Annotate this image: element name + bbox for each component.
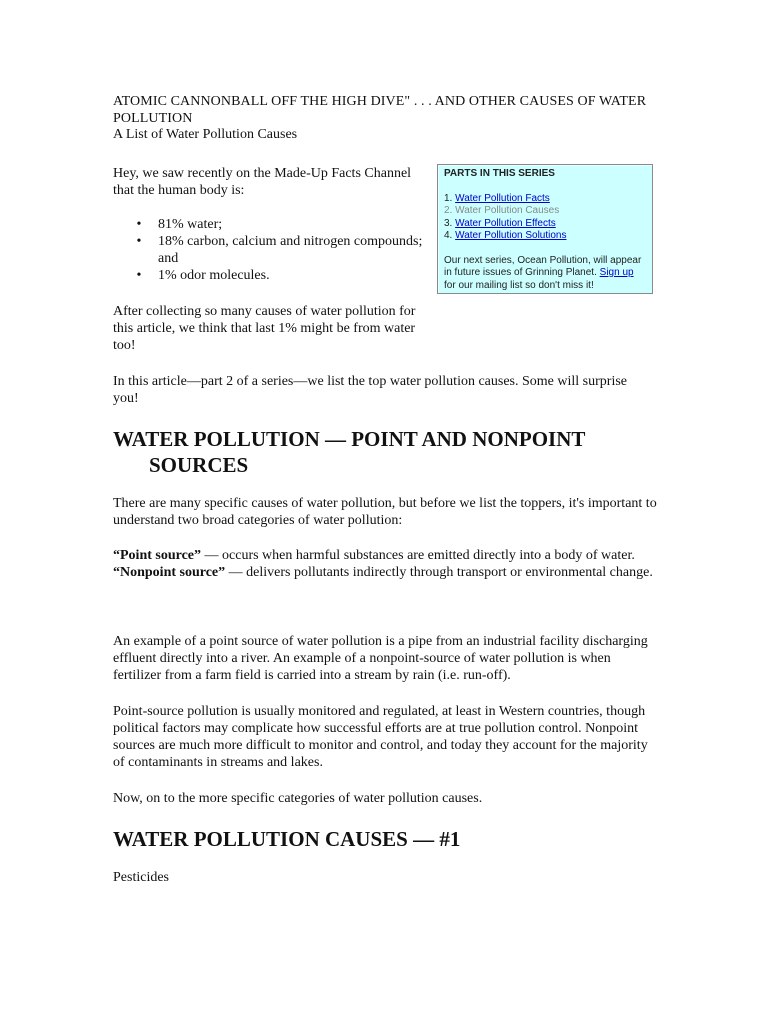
example-paragraph: An example of a point source of water pollution is a pipe from an industrial facility discharging effluent directly into a river. An example of a nonpoint-source of water pollution is when fertilizer from a farm field is carried into a stream by rain (i.e. run-off). [113, 634, 648, 683]
list-item-text: 1% odor molecules. [158, 268, 270, 283]
pesticides-paragraph: Pesticides [113, 870, 169, 885]
sidebar-item-causes [444, 205, 646, 218]
sidebar-item-solutions [444, 230, 646, 243]
intro-paragraph: Hey, we saw recently on the Made-Up Facts Channel that the human body is: [113, 166, 412, 198]
list-item [113, 216, 433, 233]
sidebar-item-number: 2. [444, 205, 456, 216]
list-item [113, 233, 433, 267]
after-list-paragraph: After collecting so many causes of water pollution for this article, we think that last 1% might be from water too! [113, 304, 416, 353]
article-subtitle: A List of Water Pollution Causes [113, 127, 298, 142]
water-pollution-facts-link[interactable]: Water Pollution Facts [455, 192, 550, 204]
definitions-paragraph [113, 547, 658, 581]
heading-line: SOURCES [149, 453, 249, 477]
bullet-icon: • [136, 234, 142, 249]
sidebar-item-number: 4. [444, 230, 456, 241]
transition-paragraph: Now, on to the more specific categories of water pollution causes. [113, 791, 483, 806]
nonpoint-source-term: “Nonpoint source” [113, 565, 226, 580]
nonpoint-source-text: — delivers pollutants indirectly through transport or environmental change. [225, 565, 653, 580]
water-pollution-solutions-link[interactable]: Water Pollution Solutions [455, 230, 567, 241]
regulation-paragraph: Point-source pollution is usually monitored and regulated, at least in Western countries, though political factors may complicate how successful efforts are at true pollution control. Nonpoint sources are much more difficult to monitor and control, and today they account for the majority of contaminants in streams and lakes. [113, 704, 648, 770]
point-source-definition [113, 547, 658, 564]
bullet-icon: • [136, 217, 142, 232]
section-heading-point-nonpoint [113, 426, 653, 478]
section-heading-causes-1: WATER POLLUTION CAUSES — #1 [113, 827, 461, 851]
current-part-label: Water Pollution Causes [455, 205, 560, 216]
point-source-term: “Point source” [113, 548, 202, 563]
sidebar-item-effects [444, 218, 646, 231]
sidebar-item-facts [444, 193, 646, 206]
sidebar-note-text: Our next series, Ocean Pollution, will appear in future issues of Grinning Planet. [444, 254, 642, 278]
list-item [113, 267, 433, 284]
nonpoint-source-definition [113, 564, 658, 581]
sidebar-heading: PARTS IN THIS SERIES [444, 168, 555, 179]
signup-rest-text: for our mailing list so don't miss it! [444, 279, 594, 291]
body-composition-list [113, 216, 433, 284]
series-sidebar-box [437, 164, 653, 294]
signup-link[interactable]: Sign up [599, 267, 634, 278]
sidebar-item-number: 3. [444, 217, 456, 229]
series-intro-paragraph: In this article—part 2 of a series—we list the top water pollution causes. Some will surprise you! [113, 374, 627, 406]
categories-intro-paragraph: There are many specific causes of water pollution, but before we list the toppers, it's important to understand two broad categories of water pollution: [113, 496, 657, 528]
article-title: ATOMIC CANNONBALL OFF THE HIGH DIVE" . . . AND OTHER CAUSES OF WATER POLLUTION [113, 94, 647, 126]
water-pollution-effects-link[interactable]: Water Pollution Effects [455, 217, 556, 229]
list-item-text: 18% carbon, calcium and nitrogen compounds; and [158, 234, 423, 266]
heading-line: WATER POLLUTION — POINT AND NONPOINT [113, 427, 586, 451]
sidebar-item-number: 1. [444, 192, 456, 204]
list-item-text: 81% water; [158, 217, 223, 232]
bullet-icon: • [136, 268, 142, 283]
point-source-text: — occurs when harmful substances are emitted directly into a body of water. [201, 548, 635, 563]
sidebar-note [444, 255, 646, 293]
